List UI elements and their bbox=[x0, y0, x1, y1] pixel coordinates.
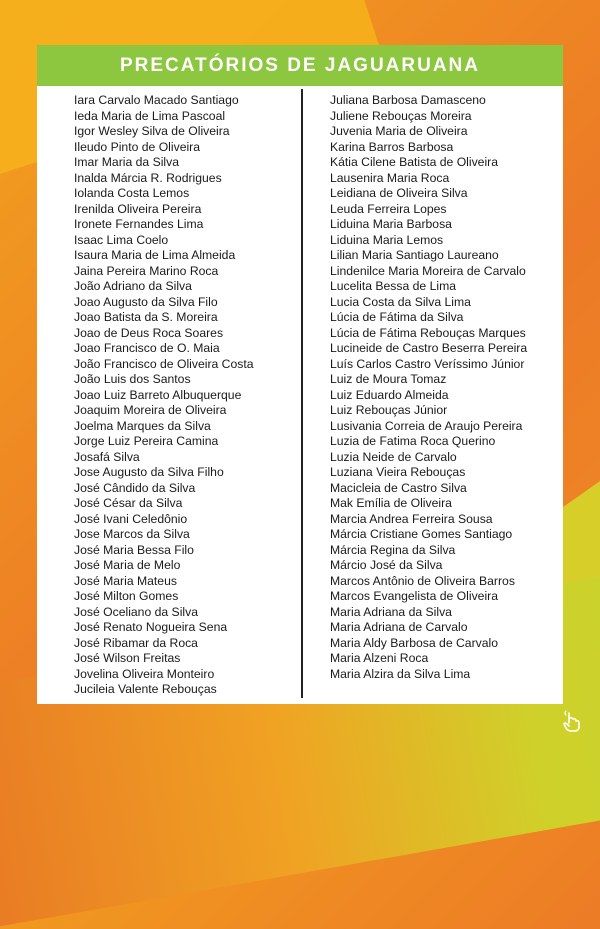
name-item: Márcio José da Silva bbox=[330, 558, 443, 572]
name-item: José Maria de Melo bbox=[74, 558, 181, 572]
name-item: Kátia Cilene Batista de Oliveira bbox=[330, 155, 499, 169]
name-item: Joelma Marques da Silva bbox=[74, 418, 211, 433]
name-item: José Renato Nogueira Sena bbox=[74, 620, 228, 634]
name-item: José Milton Gomes bbox=[74, 589, 179, 603]
name-item: Maria Alzeni Roca bbox=[330, 651, 429, 665]
name-item: Imar Maria da Silva bbox=[74, 155, 179, 169]
name-item: Luzia de Fatima Roca Querino bbox=[330, 434, 496, 448]
name-item: Mak Emília de Oliveira bbox=[330, 496, 452, 510]
name-item: Lausenira Maria Roca bbox=[330, 170, 450, 185]
name-item: Ileudo Pinto de Oliveira bbox=[74, 139, 201, 154]
name-item: Ironete Fernandes Lima bbox=[74, 217, 204, 231]
name-item: Jaina Pereira Marino Roca bbox=[74, 263, 219, 278]
name-item: Luiz Eduardo Almeida bbox=[330, 387, 449, 402]
name-item: José Ribamar da Roca bbox=[74, 635, 198, 650]
name-item: Joaquim Moreira de Oliveira bbox=[74, 403, 227, 417]
name-item: Leuda Ferreira Lopes bbox=[330, 201, 447, 216]
name-item: Juliene Rebouças Moreira bbox=[330, 108, 472, 123]
name-item: Iara Carvalo Macado Santiago bbox=[74, 93, 239, 107]
name-item: Joao Augusto da Silva Filo bbox=[74, 294, 218, 309]
name-item: José Cândido da Silva bbox=[74, 480, 196, 495]
name-item: Iolanda Costa Lemos bbox=[74, 186, 190, 200]
name-item: Joao Francisco de O. Maia bbox=[74, 341, 220, 355]
name-item: Jucileia Valente Rebouças bbox=[74, 682, 217, 696]
name-item: Karina Barros Barbosa bbox=[330, 139, 454, 154]
name-item: Liduina Maria Lemos bbox=[330, 232, 444, 247]
name-item: João Francisco de Oliveira Costa bbox=[74, 356, 254, 371]
card-header bbox=[37, 45, 563, 86]
name-item: Márcia Cristiane Gomes Santiago bbox=[330, 527, 513, 541]
name-item: José Wilson Freitas bbox=[74, 651, 181, 665]
names-card bbox=[37, 45, 563, 704]
name-item: João Adriano da Silva bbox=[74, 279, 192, 293]
name-item: Luzia Neide de Carvalo bbox=[330, 449, 457, 464]
name-item: Maria Alzira da Silva Lima bbox=[330, 666, 471, 681]
name-item: João Luis dos Santos bbox=[74, 372, 191, 386]
name-item: Marcos Evangelista de Oliveira bbox=[330, 589, 498, 603]
name-item: José Ivani Celedônio bbox=[74, 511, 188, 526]
name-item: Lucineide de Castro Beserra Pereira bbox=[330, 341, 528, 355]
name-item: Ieda Maria de Lima Pascoal bbox=[74, 108, 226, 123]
name-item: Lucia Costa da Silva Lima bbox=[330, 294, 471, 309]
name-item: Josafá Silva bbox=[74, 449, 140, 464]
name-item: Márcia Regina da Silva bbox=[330, 542, 456, 557]
name-item: Joao de Deus Roca Soares bbox=[74, 325, 224, 340]
left-names-list bbox=[74, 93, 302, 698]
name-item: Marcia Andrea Ferreira Sousa bbox=[330, 511, 493, 526]
name-item: Joao Luiz Barreto Albuquerque bbox=[74, 387, 242, 402]
name-item: Liduina Maria Barbosa bbox=[330, 217, 452, 231]
name-item: Maria Adriana da Silva bbox=[330, 604, 452, 619]
name-item: Jose Marcos da Silva bbox=[74, 527, 190, 541]
name-item: Jovelina Oliveira Monteiro bbox=[74, 666, 215, 681]
name-item: Joao Batista da S. Moreira bbox=[74, 310, 218, 324]
name-item: Jorge Luiz Pereira Camina bbox=[74, 434, 219, 448]
name-item: Leidiana de Oliveira Silva bbox=[330, 186, 468, 200]
name-item: Irenilda Oliveira Pereira bbox=[74, 201, 202, 216]
name-item: José Maria Bessa Filo bbox=[74, 542, 194, 557]
page-title: PRECATÓRIOS DE JAGUARUANA bbox=[119, 54, 480, 76]
name-item: Lindenilce Maria Moreira de Carvalo bbox=[330, 263, 526, 278]
name-item: Juliana Barbosa Damasceno bbox=[330, 93, 486, 107]
name-item: Lilian Maria Santiago Laureano bbox=[330, 248, 499, 262]
name-item: Lúcia de Fátima Rebouças Marques bbox=[330, 325, 526, 340]
name-item: Luziana Vieira Rebouças bbox=[330, 465, 466, 479]
name-item: Marcos Antônio de Oliveira Barros bbox=[330, 573, 515, 588]
name-item: Lucelita Bessa de Lima bbox=[330, 279, 457, 293]
name-item: Luiz Rebouças Júnior bbox=[330, 403, 448, 417]
column-divider bbox=[301, 89, 303, 698]
name-item: Maria Aldy Barbosa de Carvalo bbox=[330, 635, 498, 650]
name-item: Luís Carlos Castro Veríssimo Júnior bbox=[330, 356, 525, 371]
name-item: José Oceliano da Silva bbox=[74, 604, 198, 619]
name-item: Isaac Lima Coelo bbox=[74, 232, 169, 247]
name-item: Lúcia de Fátima da Silva bbox=[330, 310, 464, 324]
name-item: Inalda Márcia R. Rodrigues bbox=[74, 170, 222, 185]
name-item: José César da Silva bbox=[74, 496, 183, 510]
name-item: Lusivania Correia de Araujo Pereira bbox=[330, 418, 523, 433]
name-item: Maria Adriana de Carvalo bbox=[330, 620, 468, 634]
name-item: Luiz de Moura Tomaz bbox=[330, 372, 447, 386]
name-item: Juvenia Maria de Oliveira bbox=[330, 124, 468, 138]
right-names-list bbox=[330, 93, 560, 682]
hand-pointer-logo-icon bbox=[560, 710, 584, 734]
name-item: Jose Augusto da Silva Filho bbox=[74, 465, 224, 479]
name-item: Macicleia de Castro Silva bbox=[330, 480, 467, 495]
name-item: Isaura Maria de Lima Almeida bbox=[74, 248, 236, 262]
name-item: Igor Wesley Silva de Oliveira bbox=[74, 124, 230, 138]
name-item: José Maria Mateus bbox=[74, 573, 177, 588]
